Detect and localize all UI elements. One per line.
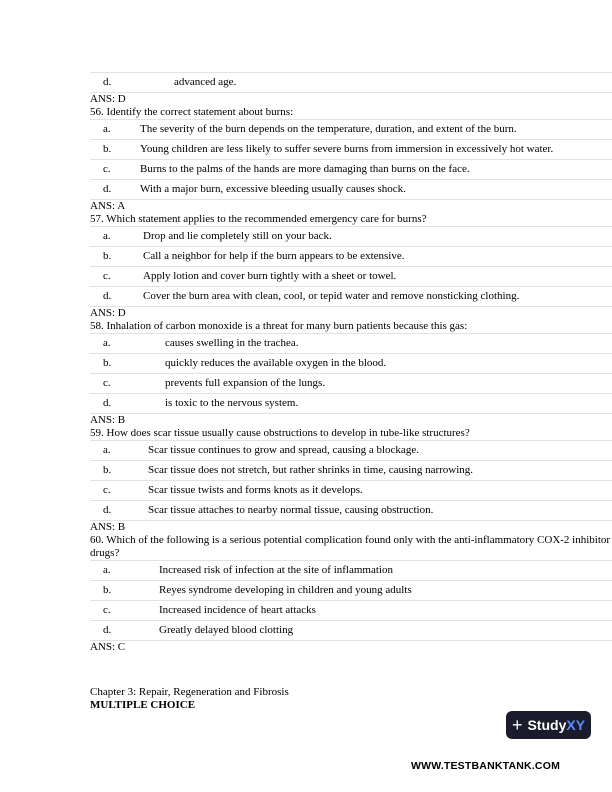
option-row [90,120,612,140]
option-text: With a major burn, excessive bleeding usually causes shock. [140,183,406,195]
option-letter: b. [103,143,112,155]
option-letter: d. [103,397,112,409]
options-table [90,226,612,307]
option-letter: a. [103,564,111,576]
option-text: Drop and lie completely still on your back. [143,230,332,242]
option-text: Scar tissue attaches to nearby normal tissue, causing obstruction. [148,504,434,516]
options-table [90,560,612,641]
question-stem: 59. How does scar tissue usually cause obstructions to develop in tube-like structures? [90,427,470,439]
answer-key: ANS: D [90,93,126,105]
option-letter: d. [103,183,112,195]
option-text: Cover the burn area with clean, cool, or tepid water and remove nonsticking clothing. [143,290,520,302]
option-letter: b. [103,584,112,596]
option-row [90,461,612,481]
answer-key: ANS: C [90,641,126,653]
option-letter: a. [103,123,111,135]
option-text: Reyes syndrome developing in children and young adults [159,584,412,596]
option-text: Scar tissue continues to grow and spread, causing a blockage. [148,444,419,456]
option-letter: d. [103,76,112,88]
option-row [90,140,612,160]
option-row [90,374,612,394]
option-row [90,481,612,501]
option-row [90,354,612,374]
option-text: Call a neighbor for help if the burn appears to be extensive. [143,250,405,262]
option-letter: d. [103,290,112,302]
question-stem: 57. Which statement applies to the recommended emergency care for burns? [90,213,427,225]
document-body [90,72,612,712]
option-text: Apply lotion and cover burn tightly with a sheet or towel. [143,270,397,282]
option-row [90,160,612,180]
option-letter: a. [103,230,111,242]
option-text: Burns to the palms of the hands are more damaging than burns on the face. [140,163,470,175]
option-letter: c. [103,163,111,175]
option-row [90,287,612,307]
options-table [90,440,612,521]
studyxy-logo [506,711,591,739]
option-row [90,601,612,621]
answer-key: ANS: D [90,307,126,319]
question-stem: 56. Identify the correct statement about burns: [90,106,294,118]
option-row [90,441,612,461]
option-letter: c. [103,484,111,496]
option-text: causes swelling in the trachea. [165,337,299,349]
option-letter: d. [103,624,112,636]
option-letter: c. [103,270,111,282]
option-row [90,73,612,93]
section-heading: MULTIPLE CHOICE [90,699,196,711]
option-text: Young children are less likely to suffer severe burns from immersion in excessively hot water. [140,143,554,155]
options-table [90,119,612,200]
option-text: advanced age. [174,76,237,88]
brand-name-accent: XY [566,717,586,733]
option-text: Increased incidence of heart attacks [159,604,316,616]
option-row [90,267,612,287]
option-text: quickly reduces the available oxygen in the blood. [165,357,387,369]
option-row [90,334,612,354]
footer-url: WWW.TESTBANKTANK.COM [411,760,561,772]
option-letter: b. [103,357,112,369]
option-row [90,501,612,521]
option-letter: c. [103,604,111,616]
answer-key: ANS: B [90,414,126,426]
options-table [90,333,612,414]
question-stem: 58. Inhalation of carbon monoxide is a threat for many burn patients because this gas: [90,320,468,332]
question-list [90,106,612,654]
option-letter: a. [103,337,111,349]
plus-icon: + [511,715,523,735]
option-letter: b. [103,464,112,476]
brand-name-main: Study [527,717,567,733]
option-text: The severity of the burn depends on the temperature, duration, and extent of the burn. [140,123,517,135]
option-row [90,227,612,247]
option-letter: d. [103,504,112,516]
option-row [90,621,612,641]
chapter-title: Chapter 3: Repair, Regeneration and Fibrosis [90,686,289,698]
option-text: Greatly delayed blood clotting [159,624,294,636]
option-text: is toxic to the nervous system. [165,397,299,409]
option-row [90,581,612,601]
option-text: Increased risk of infection at the site of inflammation [159,564,393,576]
option-text: Scar tissue twists and forms knots as it develops. [148,484,363,496]
answer-key: ANS: B [90,521,126,533]
option-text: Scar tissue does not stretch, but rather shrinks in time, causing narrowing. [148,464,474,476]
option-row [90,394,612,414]
answer-key: ANS: A [90,200,126,212]
option-row [90,180,612,200]
option-row [90,561,612,581]
q55-options [90,72,612,93]
option-letter: a. [103,444,111,456]
option-row [90,247,612,267]
question-stem: 60. Which of the following is a serious potential complication found only with the anti-inflammatory COX-2 inhibitor drugs? [90,534,611,559]
option-letter: c. [103,377,111,389]
option-text: prevents full expansion of the lungs. [165,377,326,389]
option-letter: b. [103,250,112,262]
